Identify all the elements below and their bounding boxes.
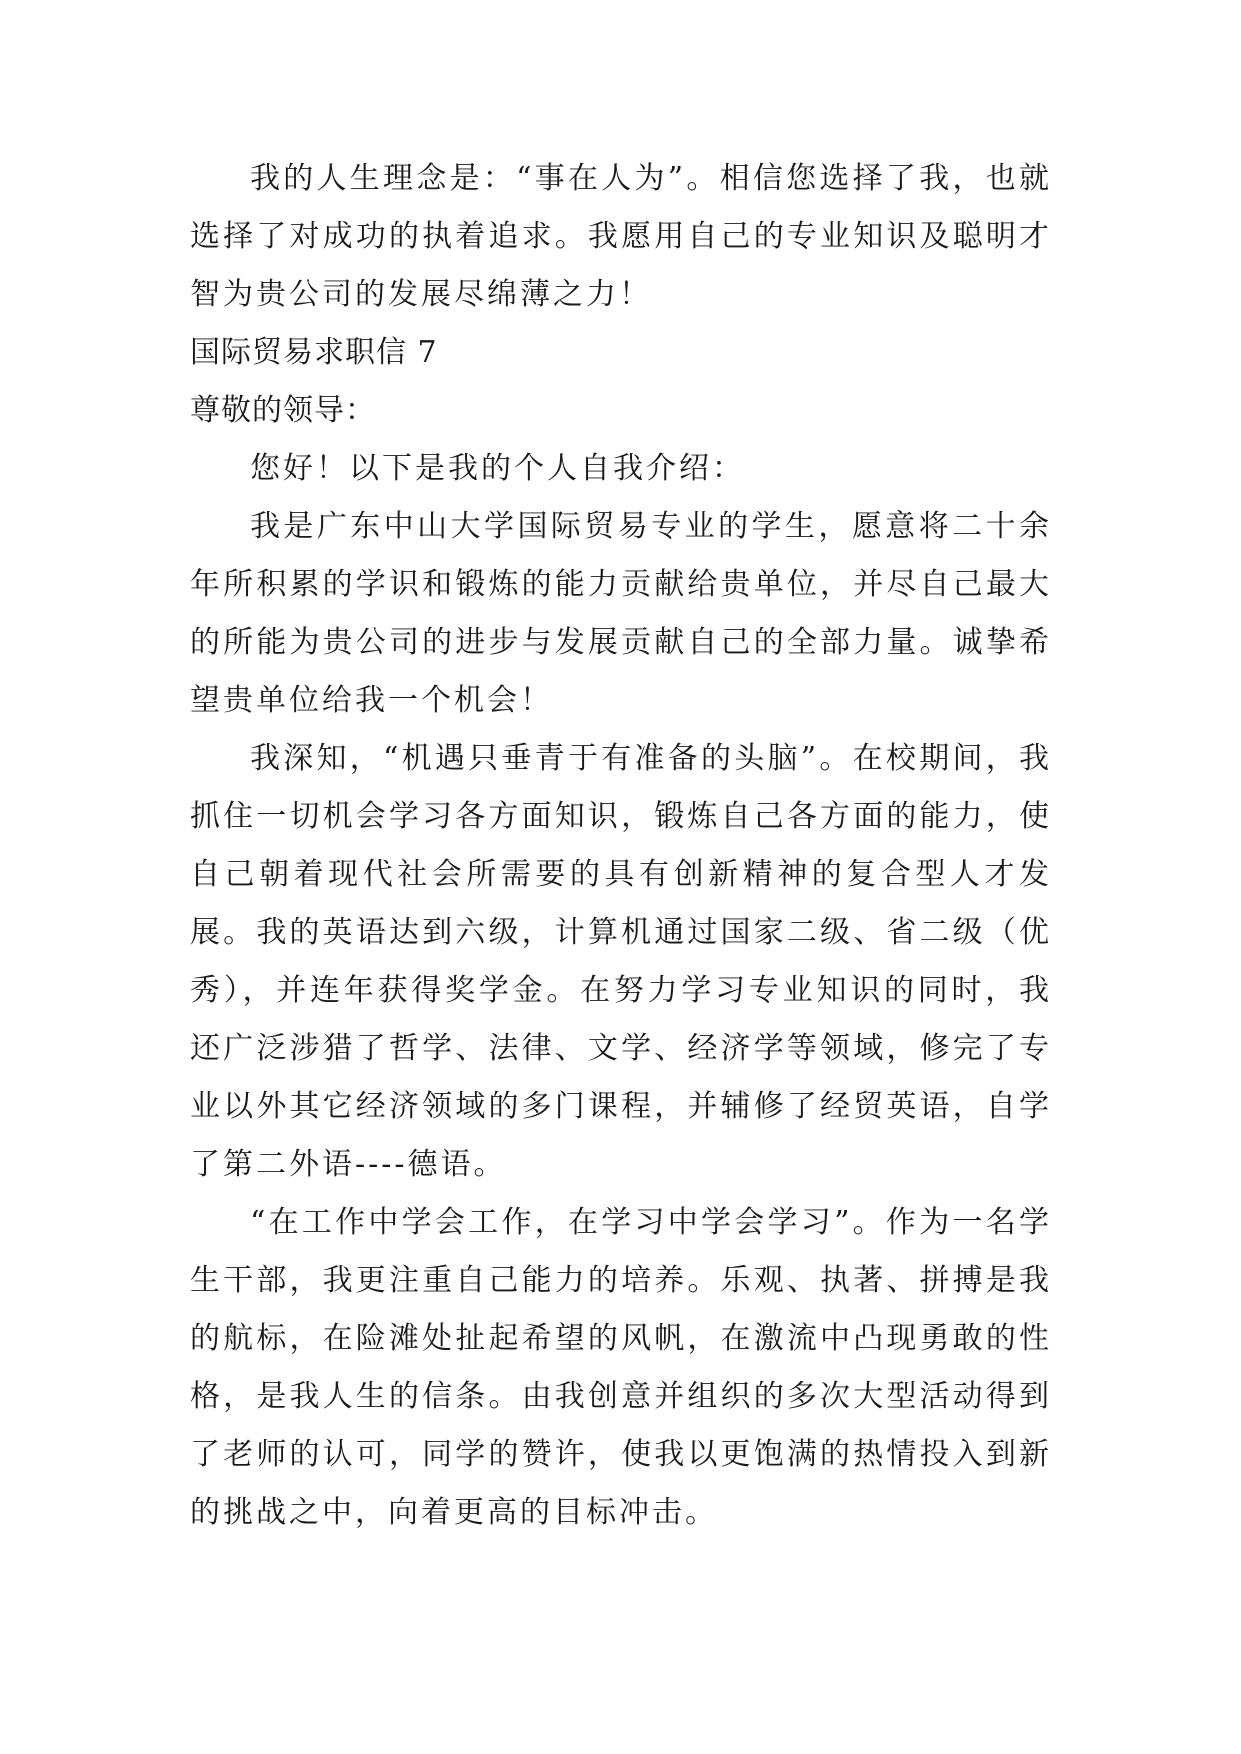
letter-body	[190, 150, 1052, 1542]
paragraph-3: “在工作中学会工作，在学习中学会学习”。作为一名学生干部，我更注重自己能力的培养。乐观、执著、拼搏是我的航标，在险滩处扯起希望的风帆，在激流中凸现勇敢的性格，是我人生的信条。由我创意并组织的多次大型活动得到了老师的认可，同学的赞许，使我以更饱满的热情投入到新的挑战之中，向着更高的目标冲击。	[190, 1205, 1052, 1530]
section-title: 国际贸易求职信 7	[190, 335, 438, 370]
greeting: 您好！以下是我的个人自我介绍：	[250, 451, 745, 486]
salutation: 尊敬的领导：	[190, 393, 376, 428]
paragraph-2: 我深知，“机遇只垂青于有准备的头脑”。在校期间，我抓住一切机会学习各方面知识，锻炼自己各方面的能力，使自己朝着现代社会所需要的具有创新精神的复合型人才发展。我的英语达到六级，计算机通过国家二级、省二级（优秀），并连年获得奖学金。在努力学习专业知识的同时，我还广泛涉猎了哲学、法律、文学、经济学等领域，修完了专业以外其它经济领域的多门课程，并辅修了经贸英语，自学了第二外语----德语。	[190, 741, 1052, 1182]
intro-paragraph: 我的人生理念是：“事在人为”。相信您选择了我，也就选择了对成功的执着追求。我愿用自己的专业知识及聪明才智为贵公司的发展尽绵薄之力！	[190, 161, 1052, 312]
paragraph-1: 我是广东中山大学国际贸易专业的学生，愿意将二十余年所积累的学识和锻炼的能力贡献给贵单位，并尽自己最大的所能为贵公司的进步与发展贡献自己的全部力量。诚挚希望贵单位给我一个机会！	[190, 509, 1052, 718]
